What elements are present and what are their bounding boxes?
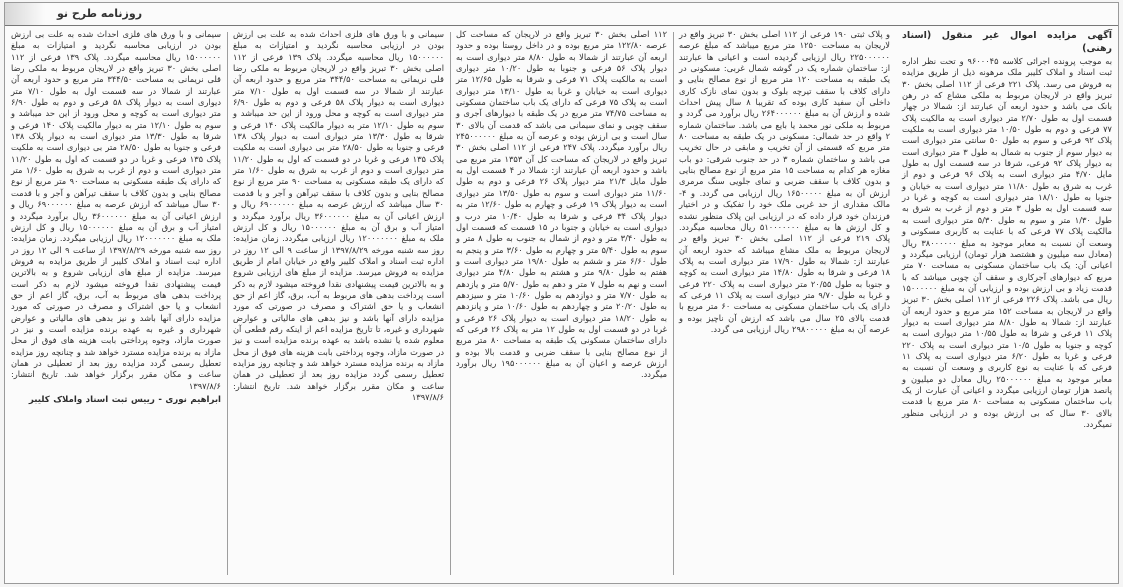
notice-column-4 xyxy=(227,26,450,583)
notice-column-3 xyxy=(450,26,673,583)
notice-text: و پلاک ثبتی ۱۹۰ فرعی از ۱۱۲ اصلی بخش ۳۰ تبریز واقع در لاریجان به مساحت ۱۲۵۰ متر مربع میباشد که مبلغ عرصه ۲۲۵۰۰۰۰۰۰ ریال ارزیابی گردیده است و اعیانی ها عبارتند از: ساختمان شماره یک در گوشه شمال غربی: مسکونی در یک طبقه به مساحت ۱۲۰ متر مربع از نوع مصالح بنایی و دارای کلاف با سقف تیرچه بلوک و بدون نمای نازک کاری داخلی آن سفید کاری بوده که تقریبا ۸ سال پیش احداث شده و ارزش آن به مبلغ ۲۶۴۰۰۰۰۰۰ ریال برآورد می گردد و مربوط به ملکی نور محمد یا بایع می باشد. ساختمان شماره ۲ واقع در حد شمالی: مسکونی در یک طبقه به مساحت ۸۰ متر مربع که قسمتی از آن تخریب و مابقی در حال تخریب می باشد و ساختمان شماره ۳ در حد جنوب شرقی: دو باب مغازه هر کدام به مساحت ۱۵ متر مربع از نوع مصالح بنایی و بدون کلاف با سقف ضربی و نمای جلویی سنگ مرمری ارزش آن به مبلغ ۱۶۵۰۰۰۰۰ ریال ارزیابی می گردد. و ۴- مالک مقداری از حد غربی ملک خود را تفکیک و در اختیار فرزندان خود قرار داده که در ارزیابی این پلاک منظور نشده و کل ارزش ها به مبلغ ۵۱۰۰۰۰۰۰۰ ریال محاسبه میگردد. پلاک ۲۱۹ فرعی از ۱۱۲ اصلی بخش ۳۰ تبریز واقع در لاریجان مربوط به ملک مشاع میباشد که حدود اربعه آن عبارتند از: شمالا به طول ۱۷/۹۰ متر دیواری است به پلاک ۱۸ فرعی و شرقا به طول ۱۴/۸۰ متر دیواری است به کوچه و جنوبا به طول ۲۰/۵۵ متر دیواری است به پلاک ۲۲۰ فرعی و غربا به طول ۹/۷۰ متر دیواری است به پلاک ۱۱ فرعی که دارای یک باب ساختمان مسکونی به مساحت ۶۰ متر مربع با قدمت بالای ۲۵ سال می باشد که ارزش آن ناچیز بوده و عرصه آن به مبلغ ۲۹۸۰۰۰۰۰ ریال ارزیابی می گردد. xyxy=(679,29,891,334)
notice-column-5 xyxy=(5,26,227,583)
notice-title: آگهی مزایده اموال غیر منقول (اسناد رهنی) xyxy=(902,30,1112,54)
header-accent xyxy=(5,3,45,25)
notice-text: به موجب پرونده اجرائی کلاسه ۹۶۰۰۰۴۵ و تحت نظر اداره ثبت اسناد و املاک کلیبر ملک مرهونه ذیل از طریق مزایده به فروش می رسد. پلاک ۲۲۱ فرعی از ۱۱۲ اصلی بخش ۳۰ تبریز واقع در لاریجان مربوط به ملکی مشاع که در رهن بانک می باشد و حدود اربعه آن عبارتند از: شمالا در چهار قسمت اول به طول ۲/۷۰ متر دیواری است به مالکیت پلاک ۷۷ فرعی و دوم به طول ۱۰/۵۰ متر دیواری است به ملکیت پلاک ۹۲ فرعی و سوم به طول ۵۰ سانتی متر دیواری است به دیوار سوم از جنوب به شمال به طول ۳ متر دیواری است به دیوار پلاک ۹۲ فرعی، شرقا در سه قسمت اول به طول مایل ۴/۷۰ متر دیواری است به پلاک ۹۶ فرعی و دوم از غرب به شرق به طول ۱۱/۸۰ متر دیواری است به خیابان و جنوبا به طول ۱۸/۱۰ متر دیواری است به کوچه و غربا در سه قسمت اول به طول ۳ متر و دوم از غرب به شرق به طول ۱/۳۰ متر و سوم به طول ۵/۳۰ متر دیواری است به مالکیت پلاک ۷۷ فرعی که با عنایت به کاربری مسکونی و وسعت آن نسبت به معابر موجود به مبلغ ۳۸۰۰۰۰۰۰ ریال (معادل سه میلیون و هشتصد هزار تومان) ارزیابی میگردد و اعیانی آن: یک باب ساختمان مسکونی به مساحت ۷۰ متر مربع که دیوارهای آجرکاری و سقف آن چوبی میباشد که با قدمت زیاد و بی ارزش بوده و ارزیابی آن به مبلغ ۱۵۰۰۰۰۰۰ ریال می باشد. پلاک ۲۲۶ فرعی از ۱۱۲ اصلی بخش ۳۰ تبریز واقع در لاریجان به مساحت ۱۵۲ متر مربع و حدود اربعه آن عبارتند از: شمالا به طول ۸/۸۰ متر دیواری است به دیوار پلاک ۱۱ فرعی و شرقا به طول ۱۰/۵۵ متر دیواری است به کوچه و جنوبا به طول ۱۰/۵ متر دیواری است به پلاک ۲۲۰ فرعی و غربا به طول ۶/۲۰ متر دیواری است به پلاک ۱۱ فرعی که با عنایت به نوع کاربری و وسعت آن نسبت به معابر موجود به مبلغ ۲۵۰۰۰۰۰۰ ریال معادل دو میلیون و پانصد هزار تومان ارزیابی میگردد و اعیانی آن عبارت از یک باب ساختمان مسکونی به مساحت ۸۰ متر مربع با قدمت بالای ۳۰ سال که بی ارزش بوده و در ارزیابی منظور نمیگردد. xyxy=(902,56,1113,429)
page-header xyxy=(5,3,1118,26)
newspaper-page xyxy=(4,2,1119,584)
notice-columns xyxy=(5,26,1118,583)
signature: ابراهیم نوری - رییس ثبت اسناد واملاک کلیبر xyxy=(28,395,221,405)
notice-column-2 xyxy=(673,26,896,583)
newspaper-name: روزنامه طرح نو xyxy=(57,7,143,20)
notice-text: سیمانی و با ورق های فلزی احداث شده به علت بی ارزش بودن در ارزیابی محاسبه نگردید و امتیازات به مبلغ ۱۵۰۰۰۰۰۰ ریال محاسبه میگردد. پلاک ۱۳۹ فرعی از ۱۱۲ اصلی بخش ۳۰ تبریز واقع در لاریجان مربوط به ملکی رضا قلی نریمانی به مساحت ۳۴۴/۵۰ متر مربع و حدود اربعه آن عبارتند از شمالا در سه قسمت اول به طول ۷/۱۰ متر دیواری است به دیوار پلاک ۵۸ فرعی و دوم به طول ۶/۹۰ متر دیواری است به کوچه و محل ورود از این حد میباشد و سوم به طول ۱۲/۱۰ متر به دیوار مالکیت پلاک ۱۴۰ فرعی و شرقا به طول ۱۳/۳۰ متر دیواری است به دیوار پلاک ۱۳۸ فرعی و جنوبا به طول ۲۸/۵۰ متر بی دیواری است به ملکیت پلاک ۱۳۵ فرعی و غربا در دو قسمت که اول به طول ۱۱/۲۰ متر دیواری است و دوم از غرب به شرق به طول ۱/۶۰ متر که دارای یک طبقه مسکونی به مساحت ۹۰ متر مربع از نوع مصالح بنایی و بدون کلاف با سقف تیرآهن و آجر و با قدمت ۳۰ سال میباشد که ارزش عرصه به مبلغ ۶۹۰۰۰۰۰۰ ریال و ارزش اعیانی آن به مبلغ ۳۶۰۰۰۰۰۰ ریال برآورد میگردد و امتیاز آب و برق آن به مبلغ ۱۵۰۰۰۰۰۰ ریال و کل ارزش ملک به مبلغ ۱۲۰۰۰۰۰۰۰ ریال ارزیابی میگردد. زمان مزایده: روز سه شنبه مورخه ۱۳۹۷/۸/۲۹ از ساعت ۹ الی ۱۲ روز در اداره ثبت اسناد و املاک کلیبر از طریق مزایده به فروش میرسد. مزایده از مبلغ های ارزیابی شروع و به بالاترین قیمت پیشنهادی نقدا فروخته میشود لازم به ذکر است پرداخت بدهی های مربوط به آب، برق، گاز اعم از حق انشعاب و یا حق اشتراک و مصرف در صورتی که مورد مزایده دارای آنها باشد و نیز بدهی های مالیاتی و عوارض شهرداری و غیره به عهده برنده مزایده است و نیز در صورت مازاد، وجوه پرداختی بابت هزینه های فوق از محل مازاد به برنده مزایده مسترد خواهد شد و چنانچه روز مزایده تعطیل رسمی گردد مزایده روز بعد از تعطیلی در همان ساعت و مکان مقرر برگزار خواهد شد. تاریخ انتشار: ۱۳۹۷/۸/۶ xyxy=(11,29,222,391)
notice-text: ۱۱۲ اصلی بخش ۳۰ تبریز واقع در لاریجان که مساحت کل عرصه ۱۲۲/۸۰ متر مربع بوده و در داخل روستا بوده و حدود اربعه آن عبارتند از شمالا به طول ۸/۸۰ متر دیواری است به دیوار پلاک ۵۶ فرعی و جنوبا به طول ۱۰/۲۰ متر دیواری است به مالکیت پلاک ۷۱ فرعی و شرقا به طول ۱۲/۶۵ متر دیواری است به خیابان و غربا به طول ۱۳/۱۰ متر دیواری است به پلاک ۷۵ فرعی که دارای یک باب ساختمان مسکونی به مساحت ۷۴/۷۵ متر مربع در یک طبقه با دیوارهای آجری و سقف چوبی و نمای سیمانی می باشد که قدمت آن بالای ۳۰ سال است و بی ارزش بوده و عرصه آن به مبلغ ۲۴۵۰۰۰۰۰۰ ریال برآورد میگردد. پلاک ۲۴۷ فرعی از ۱۱۲ اصلی بخش ۳۰ تبریز واقع در لاریجان که مساحت کل آن ۱۳۵۳ متر مربع می باشد و حدود اربعه آن عبارتند از: شمالا در ۴ قسمت اول به طول مایل ۲۱/۳ متر دیوار پلاک ۲۶ فرعی و دوم به طول ۱۱/۶۰ متر دیواری است و سوم به طول ۱۳/۵۰ متر دیواری است به دیوار پلاک ۱۹ فرعی و چهارم به طول ۱۲/۶۰ متر به دیوار پلاک ۳۴ فرعی و شرقا به طول ۱۰/۴۰ متر درب و دیواری است به خیابان و جنوبا در ۱۵ قسمت که قسمت اول به طول ۳/۴۰ متر و دوم از شمال به جنوب به طول ۸ متر و سوم به طول ۵/۴۰ متر و چهارم به طول ۳/۶۰ متر و پنجم به طول ۶/۶۰ متر و ششم به طول ۱۹/۸۰ متر دیواری است و هفتم به طول ۹/۸۰ متر و هشتم به طول ۴/۸۰ متر دیواری است و نهم به طول ۷ متر و دهم به طول ۵/۷۰ متر و یازدهم به طول ۷/۷۰ متر و دوازدهم به طول ۱۰/۶۰ متر و سیزدهم به طول ۲۰/۲۰ متر و چهاردهم به طول ۱۰/۶۰ متر و پانزدهم به طول ۱۸/۲۰ متر دیواری است به دیوار پلاک ۲۶ فرعی و غربا در دو قسمت اول به طول ۱۲ متر به پلاک ۲۶ فرعی که دارای ساختمان مسکونی یک طبقه به مساحت ۸۰ متر مربع از نوع مصالح بنایی با سقف ضربی و قدمت بالا بوده و ارزش عرصه و اعیان آن به مبلغ ۱۹۵۰۰۰۰۰۰ ریال برآورد میگردد. xyxy=(456,29,668,380)
notice-text: سیمانی و با ورق های فلزی احداث شده به علت بی ارزش بودن در ارزیابی محاسبه نگردید و امتیازات به مبلغ ۱۵۰۰۰۰۰۰ ریال محاسبه میگردد. پلاک ۱۳۹ فرعی از ۱۱۲ اصلی بخش ۳۰ تبریز واقع در لاریجان مربوط به ملکی رضا قلی نریمانی به مساحت ۳۴۴/۵۰ متر مربع و حدود اربعه آن عبارتند از شمالا در سه قسمت اول به طول ۷/۱۰ متر دیواری است به دیوار پلاک ۵۸ فرعی و دوم به طول ۶/۹۰ متر دیواری است به کوچه و محل ورود از این حد میباشد و سوم به طول ۱۲/۱۰ متر به دیوار مالکیت پلاک ۱۴۰ فرعی و شرقا به طول ۱۳/۳۰ متر دیواری است به دیوار پلاک ۱۳۸ فرعی و جنوبا به طول ۲۸/۵۰ متر بی دیواری است به ملکیت پلاک ۱۳۵ فرعی و غربا در دو قسمت که اول به طول ۱۱/۲۰ متر دیواری است و دوم از غرب به شرق به طول ۱/۶۰ متر که دارای یک طبقه مسکونی به مساحت ۹۰ متر مربع از نوع مصالح بنایی و بدون کلاف با سقف تیرآهن و آجر و با قدمت ۳۰ سال میباشد که ارزش عرصه به مبلغ ۶۹۰۰۰۰۰۰ ریال و ارزش اعیانی آن به مبلغ ۳۶۰۰۰۰۰۰ ریال برآورد میگردد و امتیاز آب و برق آن به مبلغ ۱۵۰۰۰۰۰۰ ریال و کل ارزش ملک به مبلغ ۱۲۰۰۰۰۰۰۰ ریال ارزیابی میگردد. زمان مزایده: روز سه شنبه مورخه ۱۳۹۷/۸/۲۹ از ساعت ۹ الی ۱۲ روز در اداره ثبت اسناد و املاک کلیبر واقع در خیابان امام از طریق مزایده به فروش میرسد. مزایده از مبلغ های ارزیابی شروع و به بالاترین قیمت پیشنهادی نقدا فروخته میشود لازم به ذکر است پرداخت بدهی های مربوط به آب، برق، گاز اعم از حق انشعاب و یا حق اشتراک و مصرف در صورتی که مورد مزایده دارای آنها باشد و نیز بدهی های مالیاتی و عوارض شهرداری و غیره، تا تاریخ مزایده اعم از اینکه رقم قطعی آن معلوم شده یا نشده باشد به عهده برنده مزایده است و نیز در صورت مازاد، وجوه پرداختی بابت هزینه های فوق از محل مازاد به برنده مزایده مسترد خواهد شد و چنانچه روز مزایده تعطیل رسمی گردد مزایده روز بعد از تعطیلی در همان ساعت و مکان مقرر برگزار خواهد شد. تاریخ انتشار: ۱۳۹۷/۸/۶ xyxy=(233,29,445,402)
notice-column-1 xyxy=(896,26,1118,583)
